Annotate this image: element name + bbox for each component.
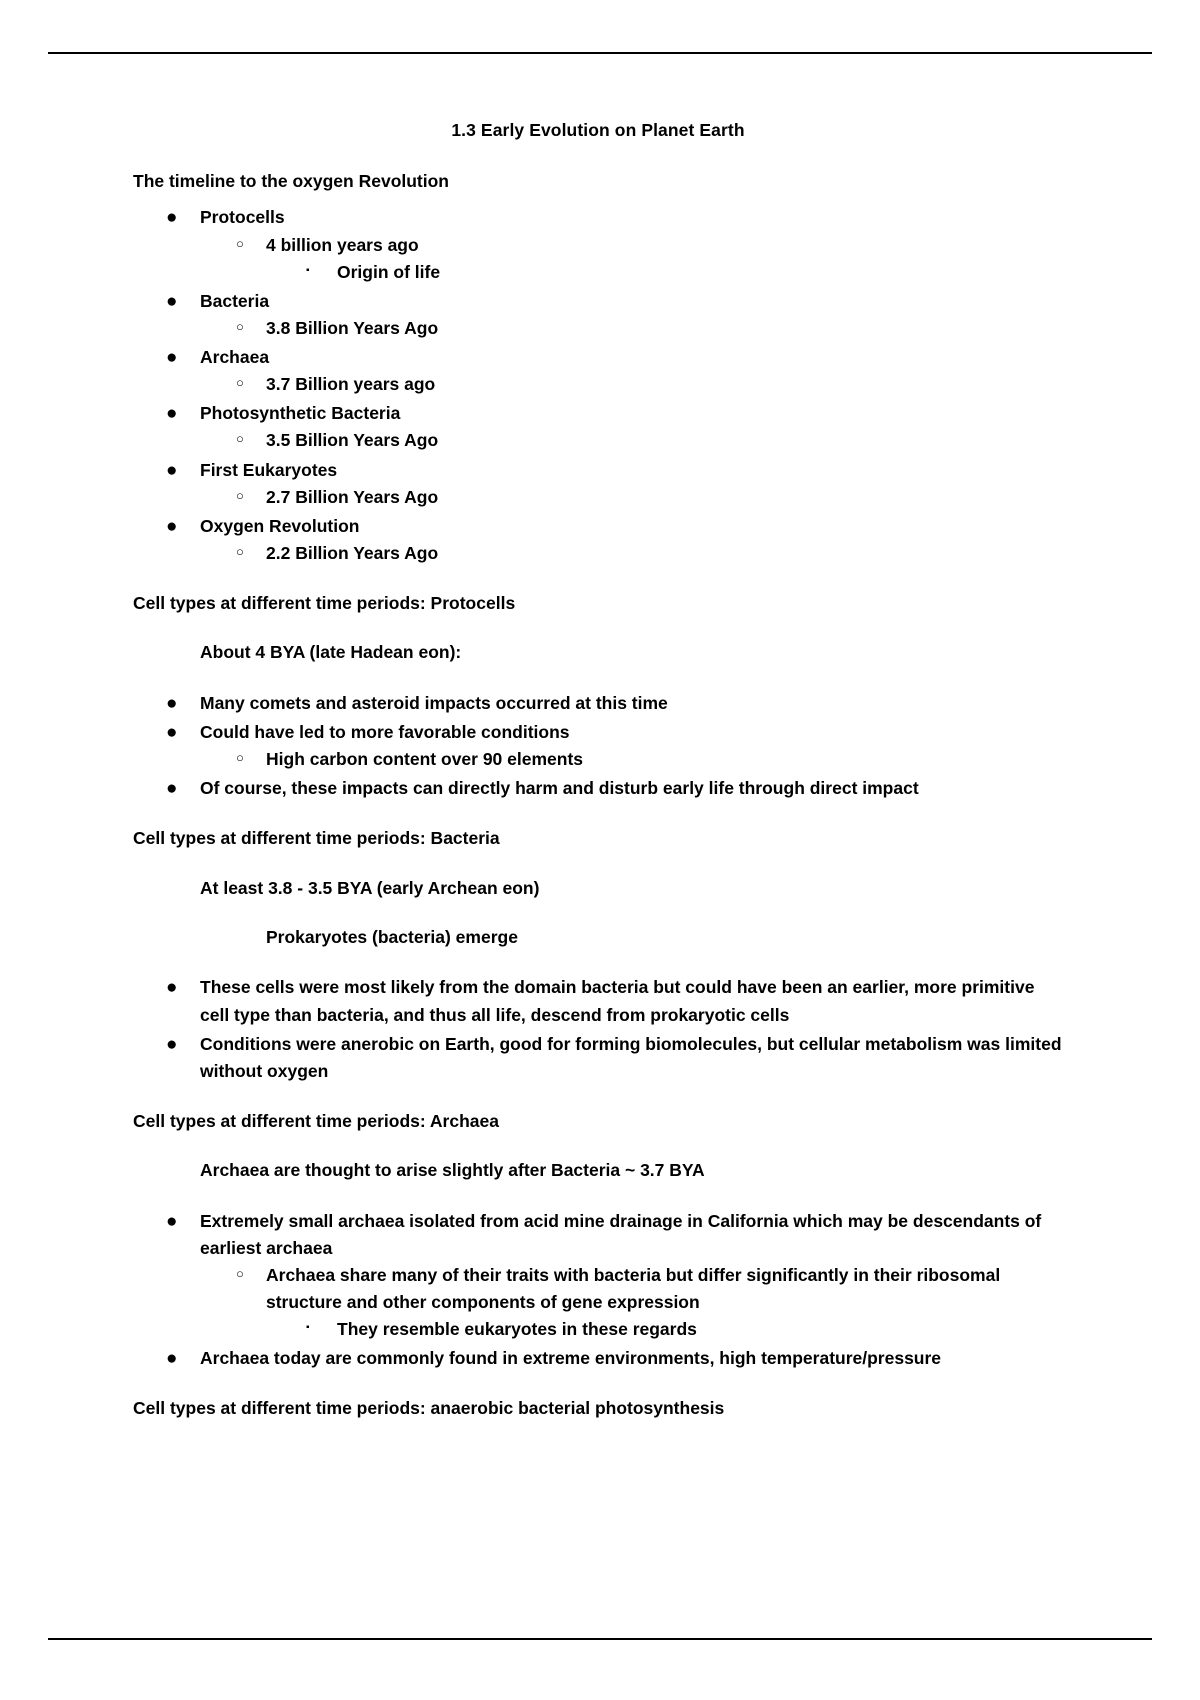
timeline-list [133,204,1063,567]
list-item [200,1262,1063,1343]
sublist [200,540,1063,567]
spacer [133,626,1063,640]
list-item-label: Could have led to more favorable conditions [200,721,570,742]
section-heading-timeline: The timeline to the oxygen Revolution [133,171,449,191]
circle-bullet-icon: ○ [236,487,244,503]
list-item [200,232,1063,286]
spacer [133,1144,1063,1158]
list-item [200,427,1063,454]
list-item-label: 3.7 Billion years ago [266,374,436,395]
list-item-label: Of course, these impacts can directly harm and disturb early life through direct impact [200,778,919,799]
disc-bullet-icon: ● [166,290,178,312]
disc-bullet-icon: ● [166,347,178,368]
disc-bullet-icon: ● [166,207,178,229]
list-item-label: These cells were most likely from the domain bacteria but could have been an earlier, more primitive cell type than bacteria, and thus all life, descend from prokaryotic cells [200,977,1035,1025]
bacteria-list [133,974,1063,1085]
list-item [266,259,1063,286]
list-item [133,204,1063,285]
list-item [200,540,1063,567]
circle-bullet-icon: ○ [236,375,244,391]
list-item [200,371,1063,398]
disc-bullet-icon: ● [166,515,178,537]
list-item-label: High carbon content over 90 elements [266,749,584,769]
sublist [200,484,1063,511]
list-item [133,400,1063,454]
list-item-label: Origin of life [337,261,441,282]
list-item [133,690,1063,717]
list-item-label: 2.7 Billion Years Ago [266,486,439,507]
spacer [133,577,1063,591]
page-footer-rule [48,1638,1152,1640]
sublist [200,371,1063,398]
spacer [133,676,1063,690]
list-item [133,1345,1063,1372]
list-item [200,315,1063,342]
sublist [200,746,1063,773]
sublist [266,259,1063,286]
list-item-label: 3.8 Billion Years Ago [266,317,439,338]
spacer [133,911,1063,925]
list-item-label: Extremely small archaea isolated from acid mine drainage in California which may be descendants of earliest archaea [200,1210,1042,1258]
list-item-label: Archaea today are commonly found in extreme environments, high temperature/pressure [200,1348,942,1369]
sublist [266,1316,1063,1343]
list-item [133,974,1063,1028]
list-item-label: Conditions were anerobic on Earth, good for forming biomolecules, but cellular metabolism was limited without oxygen [200,1033,1062,1081]
list-item [133,719,1063,773]
protocells-list [133,690,1063,803]
list-item [266,1316,1063,1343]
list-item-label: First Eukaryotes [200,459,338,480]
list-item-label: Many comets and asteroid impacts occurred at this time [200,692,668,713]
list-item-label: Bacteria [200,290,270,311]
disc-bullet-icon: ● [166,778,178,800]
section-heading-protocells: Cell types at different time periods: Protocells [133,593,516,613]
list-item [133,288,1063,342]
archaea-list [133,1208,1063,1373]
list-item [133,344,1063,398]
section-heading-photosynthesis: Cell types at different time periods: anaerobic bacterial photosynthesis [133,1398,725,1419]
list-item [133,513,1063,567]
page-header-rule [48,52,1152,54]
spacer [133,812,1063,826]
list-item-label: Archaea share many of their traits with bacteria but differ significantly in their ribosomal structure and other components of gene expression [266,1264,1001,1312]
section-heading-bacteria: Cell types at different time periods: Bacteria [133,828,500,849]
spacer [133,1194,1063,1208]
sublist [200,315,1063,342]
circle-bullet-icon: ○ [236,543,244,559]
list-item-label: Archaea [200,347,270,367]
circle-bullet-icon: ○ [236,318,244,334]
circle-bullet-icon: ○ [236,750,244,765]
square-bullet-icon: ▪ [306,1322,310,1334]
list-item [200,484,1063,511]
disc-bullet-icon: ● [166,1033,178,1055]
subheading-protocells-time: About 4 BYA (late Hadean eon): [200,642,462,663]
spacer [133,1382,1063,1396]
list-item-label: Oxygen Revolution [200,515,360,536]
document-body [133,120,1063,1432]
sublist [200,232,1063,286]
sublist [200,1262,1063,1343]
circle-bullet-icon: ○ [236,1265,244,1281]
list-item-label: Photosynthetic Bacteria [200,403,401,424]
list-item [200,746,1063,773]
spacer [133,862,1063,876]
subheading-archaea-time: Archaea are thought to arise slightly after Bacteria ~ 3.7 BYA [200,1160,705,1181]
spacer [133,1095,1063,1109]
spacer [133,960,1063,974]
page-title: 1.3 Early Evolution on Planet Earth [451,120,745,140]
disc-bullet-icon: ● [166,403,178,425]
disc-bullet-icon: ● [166,721,178,743]
circle-bullet-icon: ○ [236,235,244,251]
circle-bullet-icon: ○ [236,431,244,447]
list-item-label: 3.5 Billion Years Ago [266,430,439,451]
sublist [200,427,1063,454]
list-item [133,775,1063,802]
list-item-label: 4 billion years ago [266,234,419,255]
disc-bullet-icon: ● [166,1210,178,1232]
square-bullet-icon: ▪ [306,264,310,276]
list-item-label: Protocells [200,207,285,228]
section-heading-archaea: Cell types at different time periods: Archaea [133,1110,499,1131]
list-item [133,457,1063,511]
list-item-label: 2.2 Billion Years Ago [266,542,439,563]
disc-bullet-icon: ● [166,1348,178,1370]
disc-bullet-icon: ● [166,977,178,999]
disc-bullet-icon: ● [166,692,178,714]
disc-bullet-icon: ● [166,459,178,481]
list-item-label: They resemble eukaryotes in these regards [337,1319,697,1340]
subheading-bacteria-time: At least 3.8 - 3.5 BYA (early Archean eon) [200,877,540,898]
list-item [133,1208,1063,1344]
subheading-prokaryotes: Prokaryotes (bacteria) emerge [266,927,518,947]
list-item [133,1031,1063,1085]
